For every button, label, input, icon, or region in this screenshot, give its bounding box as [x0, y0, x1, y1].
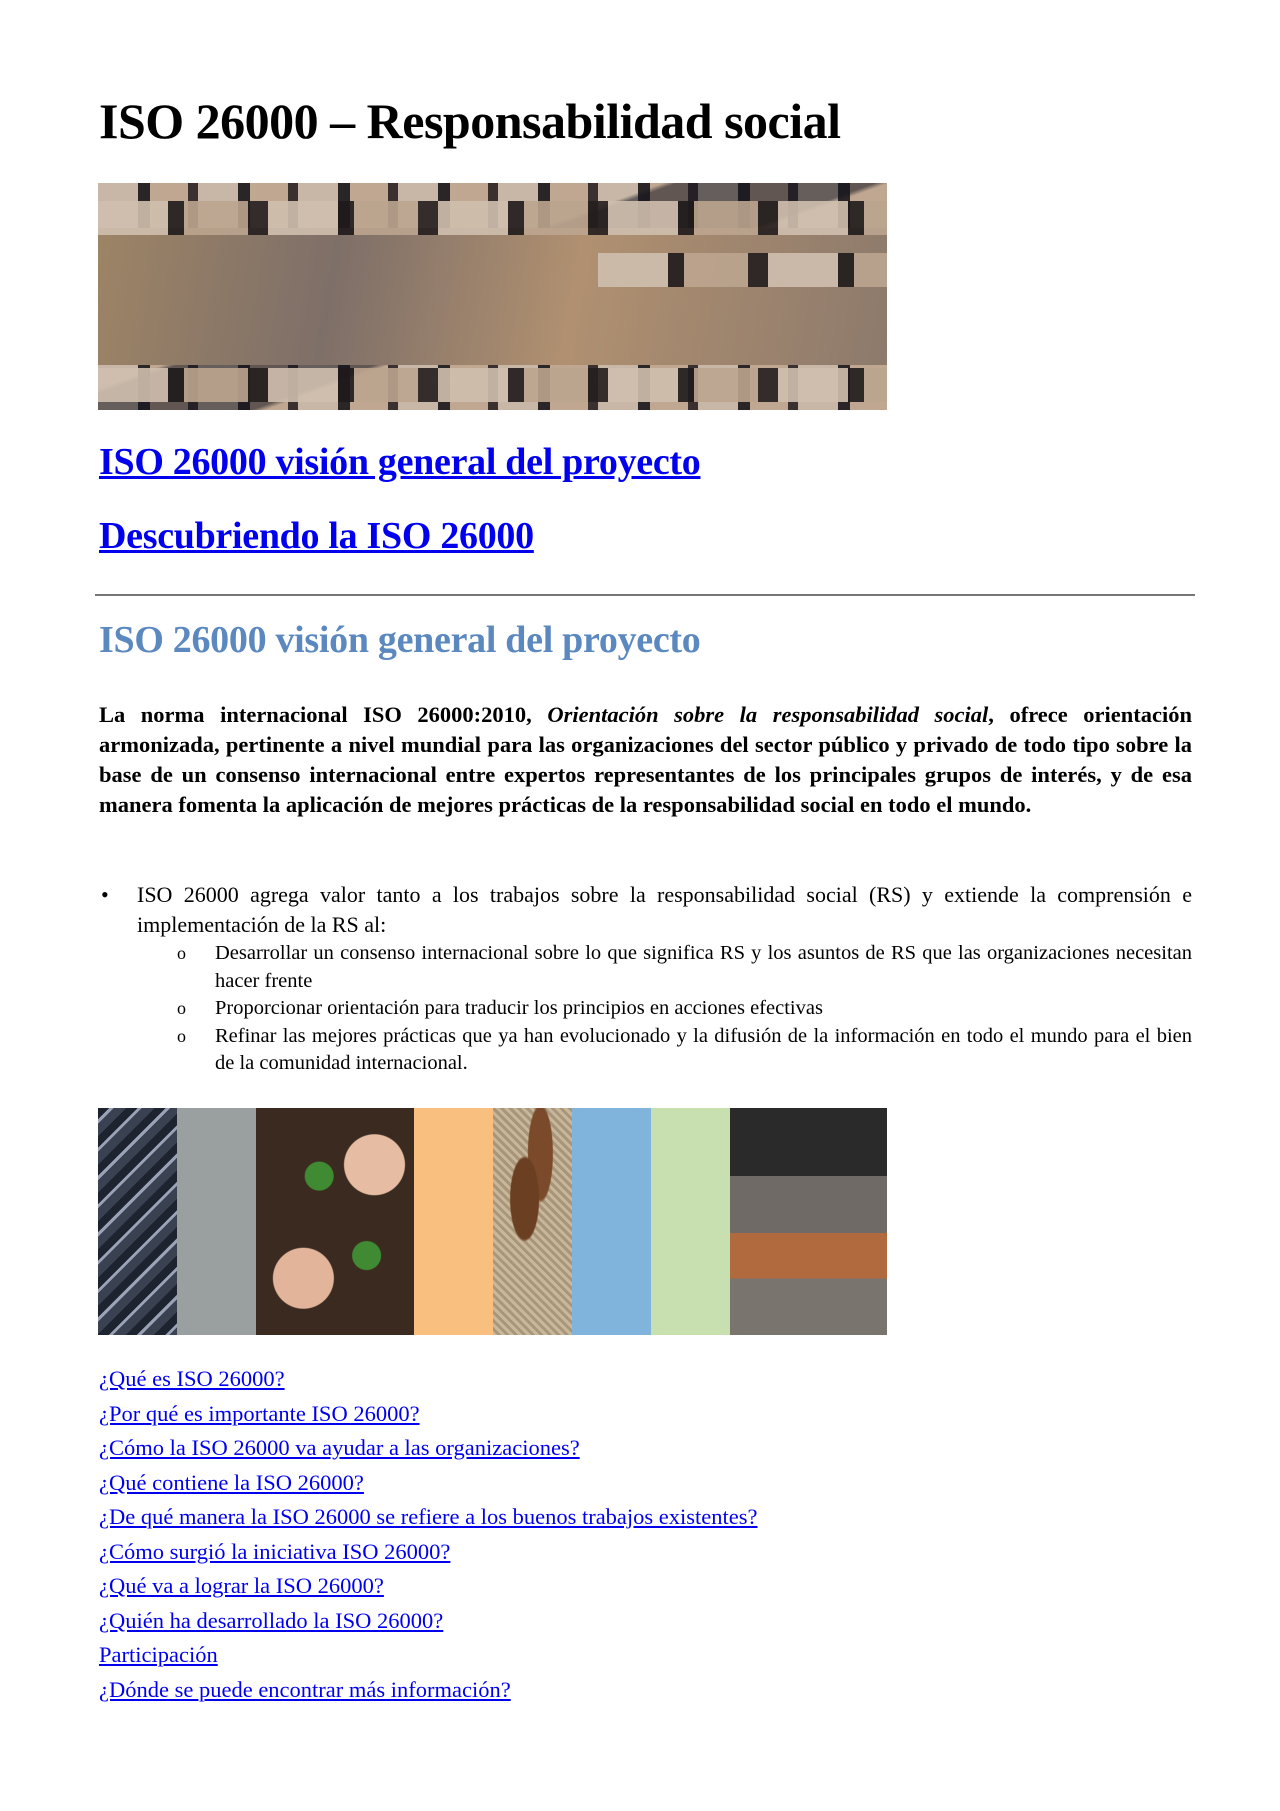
- color-stripe-orange: [414, 1108, 493, 1335]
- hero-image-chain-middle: [598, 253, 887, 287]
- sub-list-item: [99, 940, 1192, 995]
- faq-link-how-help[interactable]: ¿Cómo la ISO 26000 va ayudar a las organizaciones?: [99, 1435, 580, 1460]
- section-heading: ISO 26000 visión general del proyecto: [99, 619, 701, 661]
- faq-link-participation[interactable]: Participación: [99, 1642, 218, 1667]
- sub-list-item-text: Proporcionar orientación para traducir los principios en acciones efectivas: [215, 997, 823, 1019]
- intro-text-start: La norma internacional ISO 26000:2010,: [99, 702, 548, 727]
- horizontal-rule: [95, 594, 1195, 596]
- sub-list-item: [99, 1023, 1192, 1078]
- list-item: [99, 880, 1192, 940]
- faq-link-existing-work[interactable]: ¿De qué manera la ISO 26000 se refiere a los buenos trabajos existentes?: [99, 1504, 758, 1529]
- faq-link-origin[interactable]: ¿Cómo surgió la iniciativa ISO 26000?: [99, 1538, 451, 1564]
- sub-list-item: [99, 995, 1192, 1023]
- color-stripe-green: [651, 1108, 730, 1335]
- sub-list-item-text: Desarrollar un consenso internacional sobre lo que significa RS y los asuntos de RS que las organizaciones necesitan hacer frente: [215, 942, 1192, 992]
- sub-list-item-text: Refinar las mejores prácticas que ya han evolucionado y la difusión de la información en todo el mundo para el bien de la comunidad internacional.: [215, 1024, 1192, 1074]
- list-item-text: ISO 26000 agrega valor tanto a los trabajos sobre la responsabilidad social (RS) y extiende la comprensión e implementación de la RS al:: [137, 882, 1192, 937]
- photo-crowd: [98, 1108, 177, 1335]
- faq-link-contents[interactable]: ¿Qué contiene la ISO 26000?: [99, 1469, 364, 1495]
- bullet-icon: •: [101, 882, 109, 907]
- intro-text-end: , ofrece orientación armonizada, pertinente a nivel mundial para las organizaciones del sector público y privado de todo tipo sobre la base de un consenso internacional entre expertos representantes de los principales grupos de interés, y de esa manera fomenta la aplicación de mejores prácticas de la responsabilidad social en todo el mundo.: [99, 702, 1193, 817]
- circle-bullet-icon: o: [177, 943, 186, 963]
- faq-link-what-is[interactable]: ¿Qué es ISO 26000?: [99, 1366, 285, 1391]
- hero-image-chain-top: [98, 201, 887, 235]
- color-stripe-blue: [572, 1108, 651, 1335]
- intro-paragraph: [99, 700, 1192, 820]
- bullet-list: [99, 880, 1192, 1078]
- faq-links: [99, 1362, 758, 1707]
- faq-link-more-info[interactable]: ¿Dónde se puede encontrar más información?: [99, 1676, 511, 1702]
- circle-bullet-icon: o: [177, 998, 186, 1018]
- photo-strip-banner: [98, 1108, 887, 1335]
- intro-text-italic-title: Orientación sobre la responsabilidad social: [547, 702, 989, 727]
- photo-workers-cable-reel: [730, 1108, 887, 1335]
- hero-image-chain-bottom: [98, 368, 887, 402]
- nav-link-discovering[interactable]: Descubriendo la ISO 26000: [99, 515, 534, 557]
- page-title: ISO 26000 – Responsabilidad social: [99, 93, 841, 149]
- faq-link-achieve[interactable]: ¿Qué va a lograr la ISO 26000?: [99, 1573, 384, 1598]
- faq-link-why-important[interactable]: ¿Por qué es importante ISO 26000?: [99, 1400, 420, 1426]
- nav-link-overview[interactable]: ISO 26000 visión general del proyecto: [99, 441, 701, 483]
- circle-bullet-icon: o: [177, 1025, 186, 1046]
- faq-link-who-developed[interactable]: ¿Quién ha desarrollado la ISO 26000?: [99, 1607, 444, 1633]
- hero-image-ground: [98, 228, 887, 365]
- photo-coffee-beans: [493, 1108, 572, 1335]
- photo-hands-seedlings: [256, 1108, 414, 1335]
- hero-image-chains-worker: [98, 183, 887, 410]
- color-stripe-gray: [177, 1108, 256, 1335]
